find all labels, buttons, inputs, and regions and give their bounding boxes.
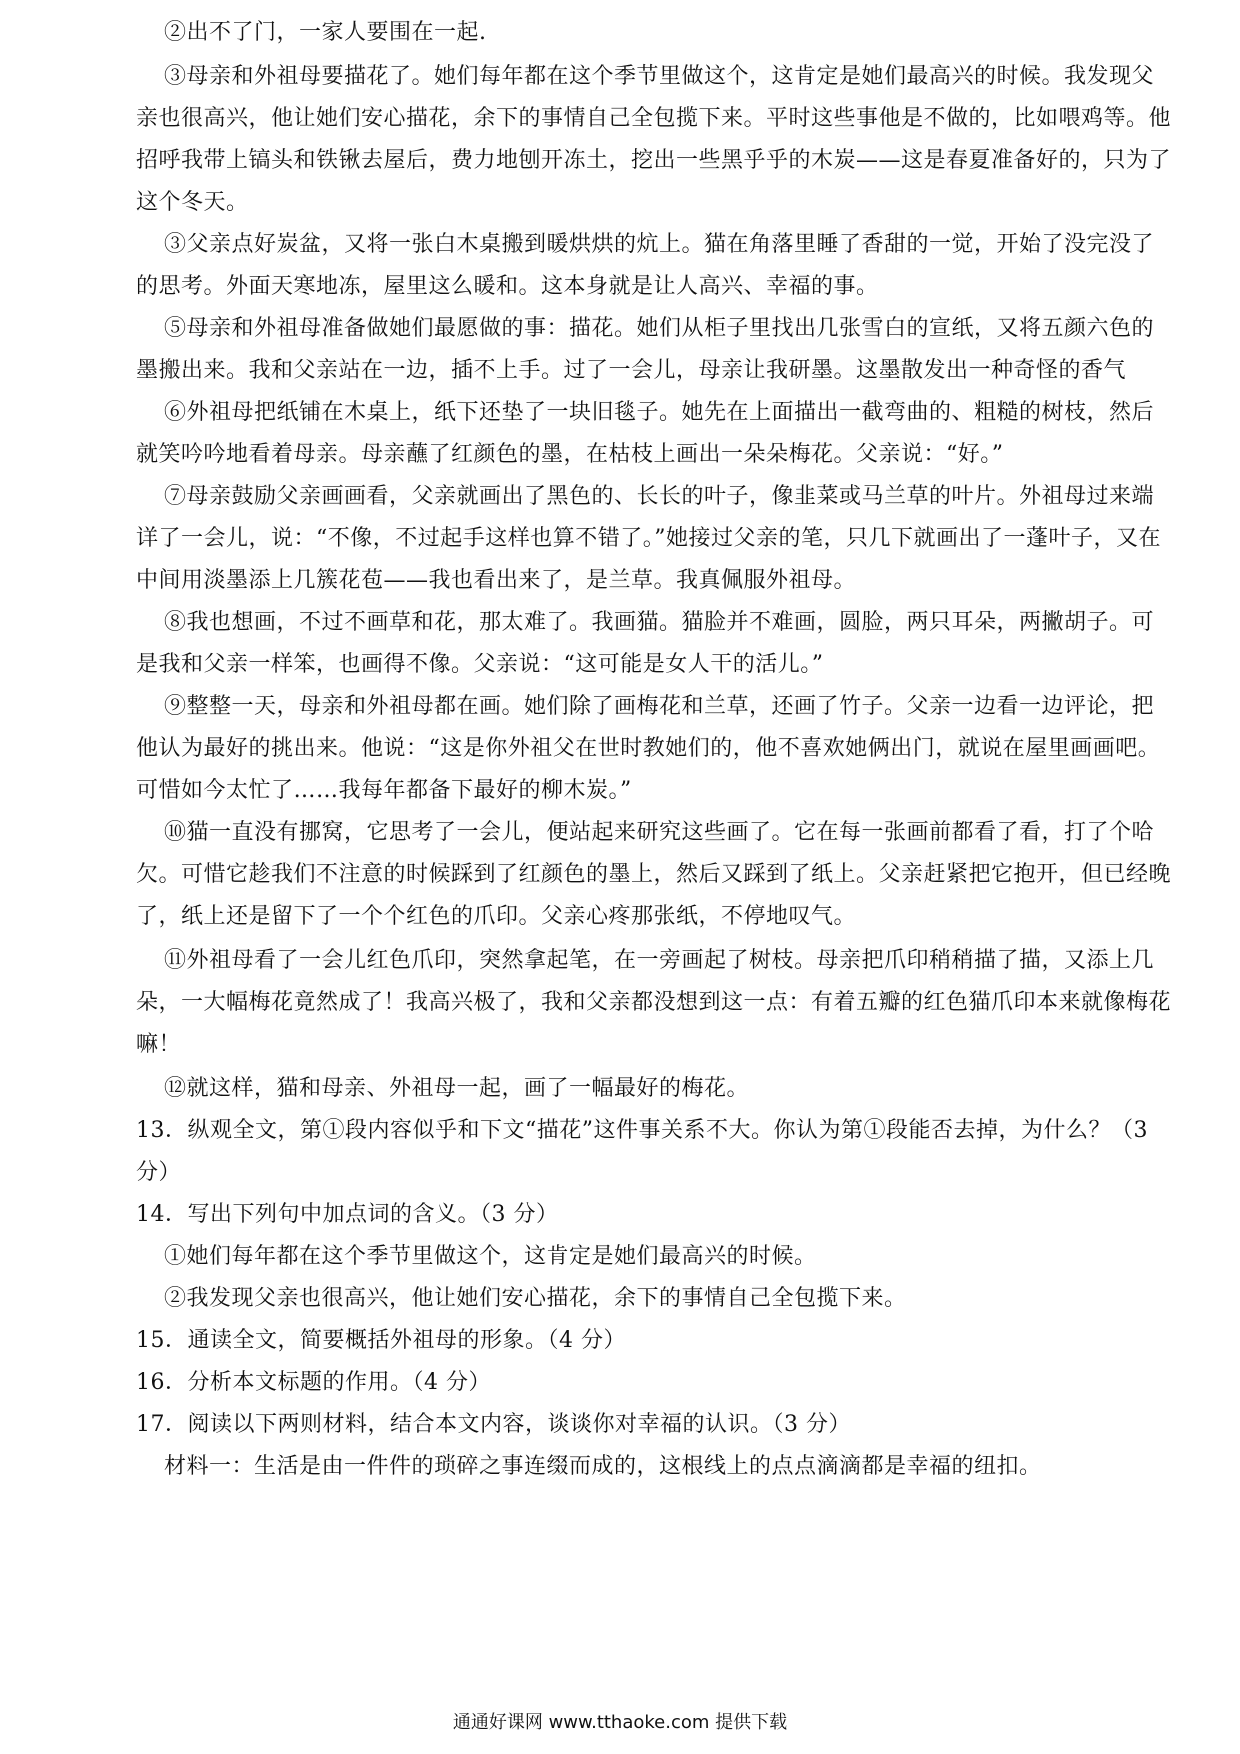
passage-line: ⑧我也想画，不过不画草和花，那太难了。我画猫。猫脸并不难画，圆脸，两只耳朵，两撇胡子。可 — [164, 610, 1155, 635]
passage-line: ⑨整整一天，母亲和外祖母都在画。她们除了画梅花和兰草，还画了竹子。父亲一边看一边评论，把 — [164, 694, 1155, 719]
passage-line: ③父亲点好炭盆，又将一张白木桌搬到暖烘烘的炕上。猫在角落里睡了香甜的一觉，开始了没完没了 — [164, 232, 1155, 257]
passage-line: 招呼我带上镐头和铁锹去屋后，费力地刨开冻土，挖出一些黑乎乎的木炭——这是春夏准备好的，只为了 — [136, 148, 1172, 173]
passage-line: ⑦母亲鼓励父亲画画看，父亲就画出了黑色的、长长的叶子，像韭菜或马兰草的叶片。外祖母过来端 — [164, 484, 1155, 509]
question-line: 13．纵观全文，第①段内容似乎和下文“描花”这件事关系不大。你认为第①段能否去掉，为什么？（3 — [136, 1118, 1148, 1143]
question-line: ①她们每年都在这个季节里做这个，这肯定是她们最高兴的时候。 — [164, 1244, 817, 1269]
passage-line: 就笑吟吟地看着母亲。母亲蘸了红颜色的墨，在枯枝上画出一朵朵梅花。父亲说：“好。” — [136, 442, 1004, 467]
passage-line: ⑩猫一直没有挪窝，它思考了一会儿，便站起来研究这些画了。它在每一张画前都看了看，打了个哈 — [164, 820, 1155, 845]
question-line: ②我发现父亲也很高兴，他让她们安心描花，余下的事情自己全包揽下来。 — [164, 1286, 907, 1311]
passage-line: ⑫就这样，猫和母亲、外祖母一起，画了一幅最好的梅花。 — [164, 1076, 750, 1101]
passage-line: 这个冬天。 — [136, 190, 249, 215]
passage-line: 的思考。外面天寒地冻，屋里这么暖和。这本身就是让人高兴、幸福的事。 — [136, 274, 879, 299]
passage-line: 是我和父亲一样笨，也画得不像。父亲说：“这可能是女人干的活儿。” — [136, 652, 824, 677]
passage-line: ⑤母亲和外祖母准备做她们最愿做的事：描花。她们从柜子里找出几张雪白的宣纸，又将五颜六色的 — [164, 316, 1155, 341]
page-footer: 通通好课网 www.tthaoke.com 提供下载 — [452, 1712, 788, 1733]
passage-line: 详了一会儿，说：“不像，不过起手这样也算不错了。”她接过父亲的笔，只几下就画出了一蓬叶子，又在 — [136, 526, 1161, 551]
question-line: 16．分析本文标题的作用。（4 分） — [136, 1370, 491, 1395]
passage-line: ③母亲和外祖母要描花了。她们每年都在这个季节里做这个，这肯定是她们最高兴的时候。我发现父 — [164, 64, 1155, 89]
question-line: 分） — [136, 1160, 182, 1185]
passage-line: 他认为最好的挑出来。他说：“这是你外祖父在世时教她们的，他不喜欢她俩出门，就说在屋里画画吧。 — [136, 736, 1161, 761]
question-line: 材料一：生活是由一件件的琐碎之事连缀而成的，这根线上的点点滴滴都是幸福的纽扣。 — [164, 1454, 1042, 1479]
passage-line: ⑪外祖母看了一会儿红色爪印，突然拿起笔，在一旁画起了树枝。母亲把爪印稍稍描了描，又添上几 — [164, 948, 1155, 973]
passage-line: 了，纸上还是留下了一个个红色的爪印。父亲心疼那张纸，不停地叹气。 — [136, 904, 857, 929]
question-line: 14．写出下列句中加点词的含义。（3 分） — [136, 1202, 559, 1227]
passage-line: ⑥外祖母把纸铺在木桌上，纸下还垫了一块旧毯子。她先在上面描出一截弯曲的、粗糙的树枝，然后 — [164, 400, 1155, 425]
passage-line: 嘛！ — [136, 1032, 182, 1057]
question-line: 17．阅读以下两则材料，结合本文内容，谈谈你对幸福的认识。（3 分） — [136, 1412, 851, 1437]
passage-line: 墨搬出来。我和父亲站在一边，插不上手。过了一会儿，母亲让我研墨。这墨散发出一种奇怪的香气 — [136, 358, 1127, 383]
passage-line: 欠。可惜它趁我们不注意的时候踩到了红颜色的墨上，然后又踩到了纸上。父亲赶紧把它抱开，但已经晚 — [136, 862, 1172, 887]
passage-line: 可惜如今太忙了……我每年都备下最好的柳木炭。” — [136, 778, 632, 803]
passage-line: ②出不了门，一家人要围在一起. — [164, 20, 487, 45]
passage-line: 中间用淡墨添上几簇花苞——我也看出来了，是兰草。我真佩服外祖母。 — [136, 568, 857, 593]
question-line: 15．通读全文，简要概括外祖母的形象。（4 分） — [136, 1328, 626, 1353]
passage-line: 朵，一大幅梅花竟然成了！我高兴极了，我和父亲都没想到这一点：有着五瓣的红色猫爪印本来就像梅花 — [136, 990, 1172, 1015]
passage-line: 亲也很高兴，他让她们安心描花，余下的事情自己全包揽下来。平时这些事他是不做的，比如喂鸡等。他 — [136, 106, 1172, 131]
